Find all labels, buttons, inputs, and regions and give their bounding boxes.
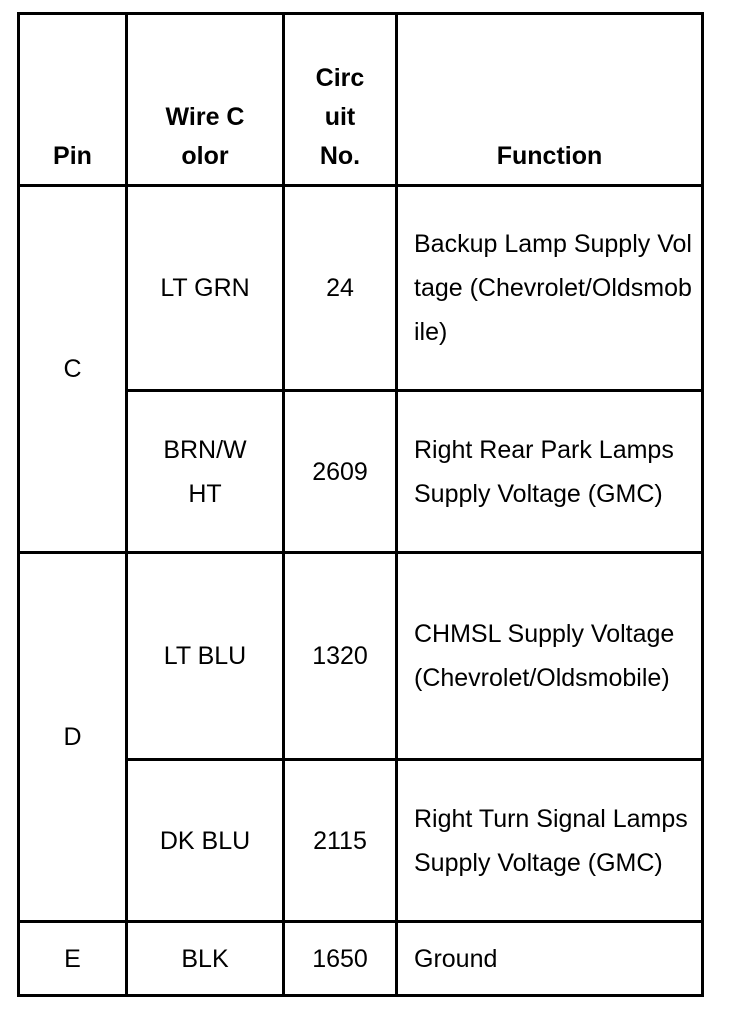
table-row bbox=[19, 922, 703, 996]
wire-color-cell: LT BLU bbox=[127, 553, 284, 760]
function-cell: Backup Lamp Supply Voltage (Chevrolet/Oldsmobile) bbox=[397, 186, 703, 391]
table-body bbox=[19, 186, 703, 996]
table-row bbox=[19, 553, 703, 760]
header-pin: Pin bbox=[19, 14, 127, 186]
header-circuit-no: Circuit No. bbox=[284, 14, 397, 186]
circuit-cell: 2115 bbox=[284, 760, 397, 922]
function-cell: CHMSL Supply Voltage (Chevrolet/Oldsmobile) bbox=[397, 553, 703, 760]
pin-cell: D bbox=[19, 553, 127, 922]
header-row bbox=[19, 14, 703, 186]
pin-cell: E bbox=[19, 922, 127, 996]
circuit-cell: 1650 bbox=[284, 922, 397, 996]
wire-color-cell: DK BLU bbox=[127, 760, 284, 922]
wire-color-cell: BLK bbox=[127, 922, 284, 996]
table-row bbox=[19, 186, 703, 391]
header-function: Function bbox=[397, 14, 703, 186]
wire-color-cell: BRN/WHT bbox=[127, 391, 284, 553]
circuit-cell: 2609 bbox=[284, 391, 397, 553]
header-wire-color: Wire Color bbox=[127, 14, 284, 186]
pin-cell: C bbox=[19, 186, 127, 553]
function-cell: Ground bbox=[397, 922, 703, 996]
connector-pinout-table bbox=[17, 12, 704, 997]
function-cell: Right Turn Signal Lamps Supply Voltage (GMC) bbox=[397, 760, 703, 922]
table-header bbox=[19, 14, 703, 186]
function-cell: Right Rear Park Lamps Supply Voltage (GMC) bbox=[397, 391, 703, 553]
wire-color-cell: LT GRN bbox=[127, 186, 284, 391]
circuit-cell: 24 bbox=[284, 186, 397, 391]
circuit-cell: 1320 bbox=[284, 553, 397, 760]
